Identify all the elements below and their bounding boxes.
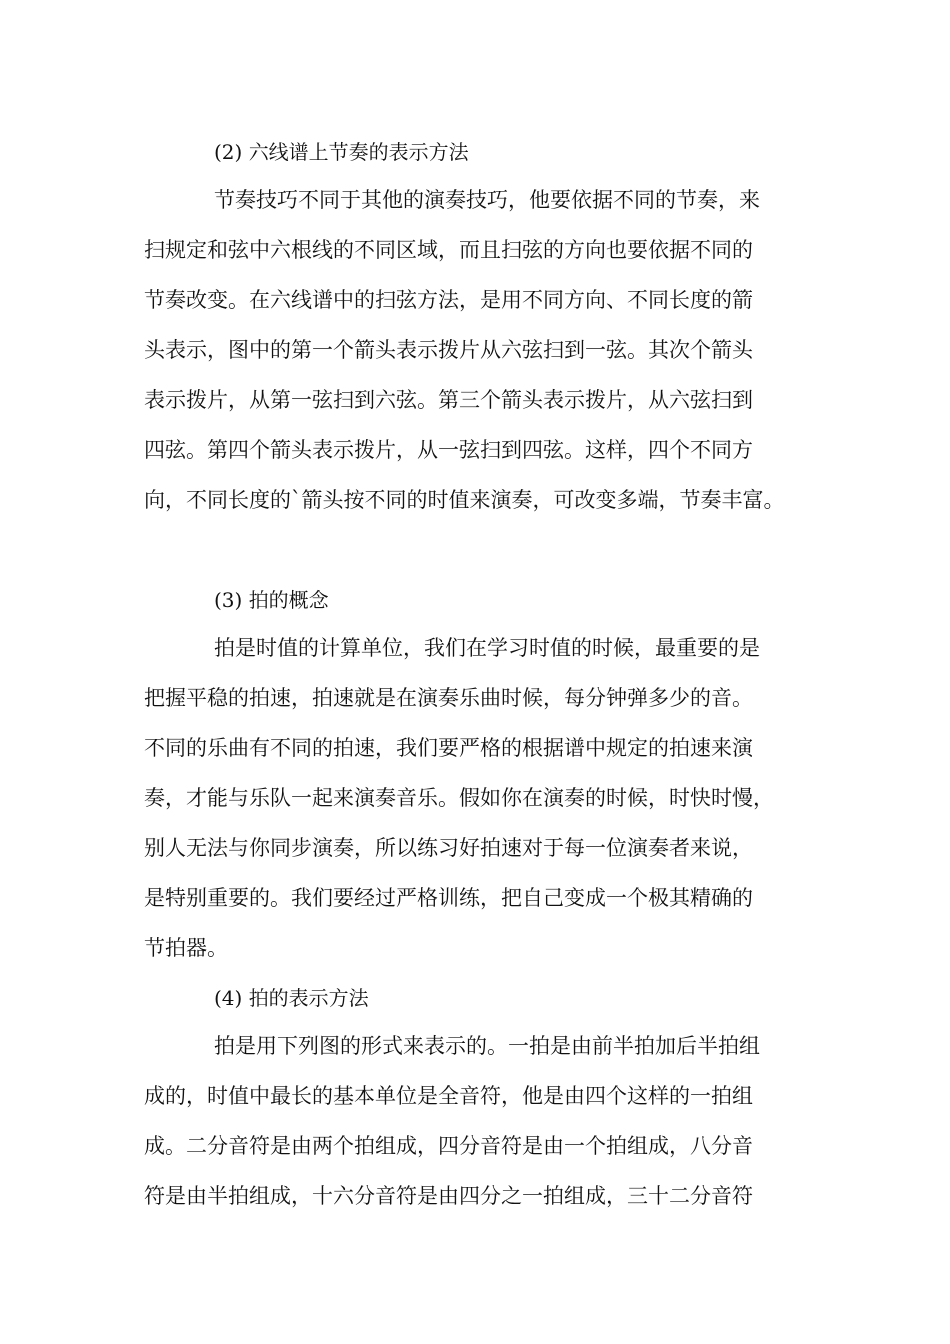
paragraph-beat-concept [144, 623, 824, 973]
paragraph-line: 扫规定和弦中六根线的不同区域，而且扫弦的方向也要依据不同的 [144, 238, 753, 262]
paragraph-line: 表示拨片，从第一弦扫到六弦。第三个箭头表示拨片，从六弦扫到 [144, 388, 753, 412]
paragraph-line: 节奏改变。在六线谱中的扫弦方法，是用不同方向、不同长度的箭 [144, 288, 753, 312]
paragraph-line: 成。二分音符是由两个拍组成，四分音符是由一个拍组成，八分音 [144, 1134, 753, 1158]
paragraph-line: 把握平稳的拍速，拍速就是在演奏乐曲时候，每分钟弹多少的音。 [144, 686, 753, 710]
paragraph-line: 成的，时值中最长的基本单位是全音符，他是由四个这样的一拍组 [144, 1084, 753, 1108]
paragraph-line: 拍是用下列图的形式来表示的。一拍是由前半拍加后半拍组 [214, 1034, 760, 1058]
paragraph-line: 节拍器。 [144, 936, 228, 960]
paragraph-line: 是特别重要的。我们要经过严格训练，把自己变成一个极其精确的 [144, 886, 753, 910]
paragraph-line: 奏，才能与乐队一起来演奏音乐。假如你在演奏的时候，时快时慢， [144, 786, 774, 810]
paragraph-line: 拍是时值的计算单位，我们在学习时值的时候，最重要的是 [214, 636, 760, 660]
section-heading-4: (4) 拍的表示方法 [214, 986, 369, 1010]
paragraph-line: 四弦。第四个箭头表示拨片，从一弦扫到四弦。这样，四个不同方 [144, 438, 753, 462]
paragraph-line: 符是由半拍组成，十六分音符是由四分之一拍组成，三十二分音符 [144, 1184, 753, 1208]
paragraph-line: 不同的乐曲有不同的拍速，我们要严格的根据谱中规定的拍速来演 [144, 736, 753, 760]
paragraph-line: 头表示，图中的第一个箭头表示拨片从六弦扫到一弦。其次个箭头 [144, 338, 753, 362]
paragraph-rhythm-notation [144, 175, 824, 525]
section-heading-2: (2) 六线谱上节奏的表示方法 [214, 140, 469, 164]
paragraph-beat-notation [144, 1021, 824, 1221]
section-heading-3: (3) 拍的概念 [214, 588, 329, 612]
paragraph-line: 节奏技巧不同于其他的演奏技巧，他要依据不同的节奏，来 [214, 188, 760, 212]
paragraph-line: 向，不同长度的`箭头按不同的时值来演奏，可改变多端，节奏丰富。 [144, 488, 785, 512]
paragraph-line: 别人无法与你同步演奏，所以练习好拍速对于每一位演奏者来说， [144, 836, 753, 860]
